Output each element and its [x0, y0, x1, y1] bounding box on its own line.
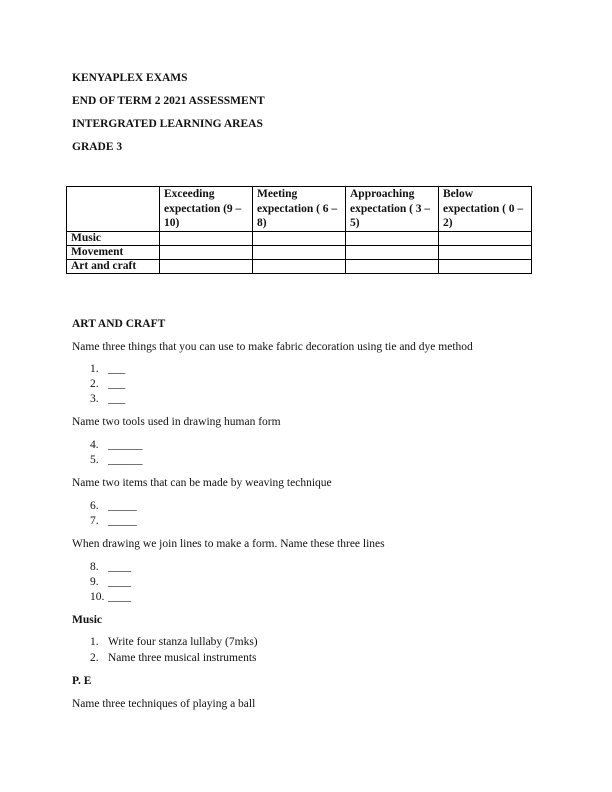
list-item — [90, 561, 131, 573]
answer-blank: ____ — [108, 561, 131, 573]
table-row-label: Music — [67, 232, 160, 246]
table-cell — [253, 260, 346, 274]
item-number: 5. — [90, 454, 99, 466]
table-header-cell: Meeting expectation ( 6 – 8) — [253, 187, 346, 232]
question-drawing-tools: Name two tools used in drawing human form — [72, 416, 281, 428]
header-grade: GRADE 3 — [72, 141, 123, 153]
table-header-cell: Approaching expectation ( 3 – 5) — [346, 187, 439, 232]
answer-blank: ___ — [108, 393, 126, 405]
answer-blank: _____ — [108, 515, 137, 527]
table-cell — [253, 246, 346, 260]
item-number: 10. — [90, 591, 105, 603]
item-text: Write four stanza lullaby (7mks) — [108, 636, 258, 648]
answer-blank: ___ — [108, 363, 126, 375]
list-item — [90, 500, 137, 512]
header-learning-areas: INTERGRATED LEARNING AREAS — [72, 118, 263, 130]
list-item — [90, 636, 258, 648]
item-number: 1. — [90, 363, 99, 375]
table-cell — [346, 232, 439, 246]
item-number: 1. — [90, 636, 99, 648]
table-row — [67, 260, 532, 274]
table-header-row — [67, 187, 532, 232]
table-row-label: Art and craft — [67, 260, 160, 274]
item-number: 7. — [90, 515, 99, 527]
table-header-cell — [67, 187, 160, 232]
item-text: Name three musical instruments — [108, 652, 257, 664]
item-number: 2. — [90, 378, 99, 390]
list-item — [90, 576, 131, 588]
question-tie-and-dye: Name three things that you can use to make fabric decoration using tie and dye method — [72, 341, 473, 353]
section-title-pe: P. E — [72, 675, 92, 687]
header-assessment: END OF TERM 2 2021 ASSESSMENT — [72, 95, 265, 107]
table-header-cell: Exceeding expectation (9 – 10) — [160, 187, 253, 232]
assessment-rubric-table — [66, 186, 532, 274]
item-number: 4. — [90, 439, 99, 451]
table-row — [67, 246, 532, 260]
item-number: 9. — [90, 576, 99, 588]
item-number: 2. — [90, 652, 99, 664]
list-item — [90, 378, 125, 390]
list-item — [90, 591, 131, 603]
list-item — [90, 363, 125, 375]
table-cell — [439, 232, 532, 246]
item-number: 8. — [90, 561, 99, 573]
table-cell — [346, 246, 439, 260]
table-cell — [439, 246, 532, 260]
question-lines: When drawing we join lines to make a form. Name these three lines — [72, 538, 385, 550]
header-exam-body: KENYAPLEX EXAMS — [72, 72, 188, 84]
item-number: 6. — [90, 500, 99, 512]
list-item — [90, 515, 137, 527]
table-header-cell: Below expectation ( 0 – 2) — [439, 187, 532, 232]
question-ball-techniques: Name three techniques of playing a ball — [72, 698, 256, 710]
answer-blank: _____ — [108, 500, 137, 512]
answer-blank: ______ — [108, 439, 143, 451]
answer-blank: ______ — [108, 454, 143, 466]
list-item — [90, 454, 143, 466]
answer-blank: ___ — [108, 378, 126, 390]
item-number: 3. — [90, 393, 99, 405]
section-title-music: Music — [72, 614, 103, 626]
table-cell — [346, 260, 439, 274]
answer-blank: ____ — [108, 576, 131, 588]
table-row — [67, 232, 532, 246]
table-cell — [439, 260, 532, 274]
table-row-label: Movement — [67, 246, 160, 260]
section-title-art-and-craft: ART AND CRAFT — [72, 318, 166, 330]
table-cell — [160, 246, 253, 260]
question-weaving: Name two items that can be made by weaving technique — [72, 477, 332, 489]
table-cell — [253, 232, 346, 246]
answer-blank: ____ — [108, 591, 131, 603]
list-item — [90, 393, 125, 405]
list-item — [90, 652, 257, 664]
list-item — [90, 439, 143, 451]
table-cell — [160, 260, 253, 274]
table-cell — [160, 232, 253, 246]
